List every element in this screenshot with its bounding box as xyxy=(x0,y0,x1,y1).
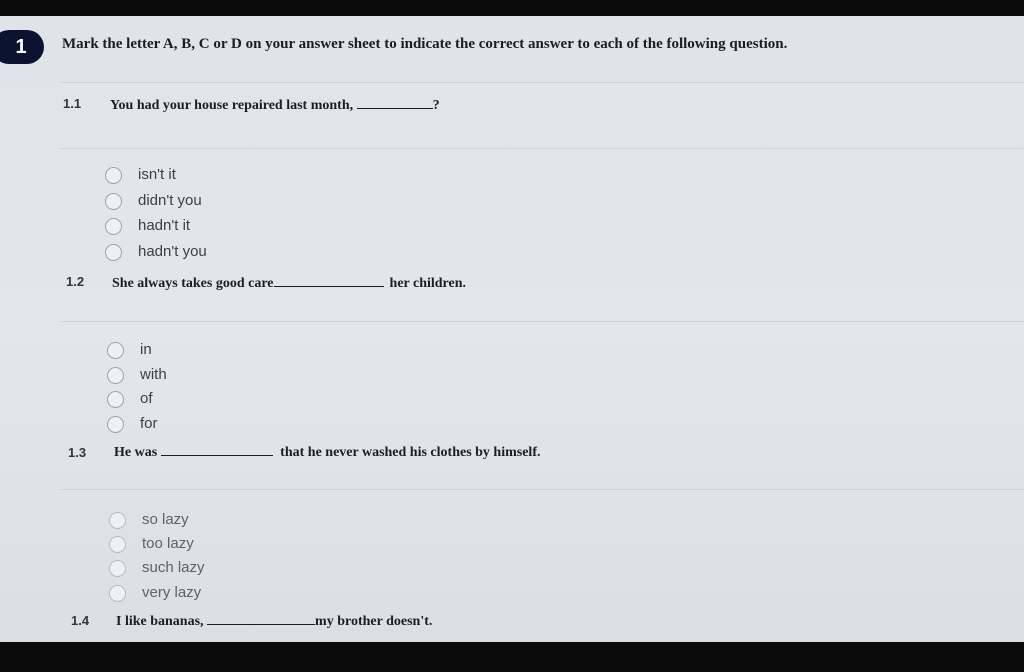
question-text xyxy=(116,614,432,630)
option-label: didn't you xyxy=(138,192,202,209)
option-label: for xyxy=(140,415,158,432)
option-label: of xyxy=(140,390,153,407)
answer-blank xyxy=(207,614,315,625)
radio-circle-icon[interactable] xyxy=(105,167,122,184)
question-text-after: ? xyxy=(432,98,440,113)
option-label: with xyxy=(140,366,167,383)
answer-blank xyxy=(161,445,273,456)
question-number: 1.1 xyxy=(63,96,82,111)
answer-blank xyxy=(274,276,384,287)
question-text-after: that he never washed his clothes by himself. xyxy=(280,445,541,460)
question-number: 1.4 xyxy=(71,613,90,628)
radio-circle-icon[interactable] xyxy=(107,367,124,384)
option-label: very lazy xyxy=(142,584,202,601)
question-text-before: You had your house repaired last month, xyxy=(110,98,354,113)
question-text-before: He was xyxy=(114,445,158,460)
question-number-badge: 1 xyxy=(0,30,44,64)
monitor-bezel xyxy=(0,642,1024,672)
option-label: in xyxy=(140,341,152,358)
question-number: 1.2 xyxy=(66,274,85,289)
option-label: so lazy xyxy=(142,511,189,528)
option-label: too lazy xyxy=(142,535,194,552)
radio-circle-icon[interactable] xyxy=(109,560,126,577)
question-text-before: She always takes good care xyxy=(112,276,274,291)
divider xyxy=(60,82,1024,83)
quiz-page xyxy=(0,16,1024,642)
divider xyxy=(60,489,1024,490)
radio-circle-icon[interactable] xyxy=(107,416,124,433)
option-label: hadn't it xyxy=(138,217,191,234)
question-text xyxy=(114,445,540,461)
option-label: isn't it xyxy=(138,166,176,183)
question-text-after: her children. xyxy=(389,276,467,291)
option-label: hadn't you xyxy=(138,243,207,260)
instruction-text: Mark the letter A, B, C or D on your answer sheet to indicate the correct answer to each of the following question. xyxy=(62,36,788,52)
question-text-before: I like bananas, xyxy=(116,614,204,629)
radio-circle-icon[interactable] xyxy=(109,536,126,553)
radio-circle-icon[interactable] xyxy=(109,585,126,602)
radio-circle-icon[interactable] xyxy=(109,512,126,529)
option-label: such lazy xyxy=(142,559,205,576)
radio-circle-icon[interactable] xyxy=(105,244,122,261)
divider xyxy=(60,148,1024,149)
question-text xyxy=(112,276,466,292)
radio-circle-icon[interactable] xyxy=(107,342,124,359)
question-number: 1.3 xyxy=(68,445,87,460)
radio-circle-icon[interactable] xyxy=(107,391,124,408)
answer-blank xyxy=(357,98,433,109)
question-text xyxy=(110,98,440,114)
question-text-after: my brother doesn't. xyxy=(315,614,433,629)
radio-circle-icon[interactable] xyxy=(105,193,122,210)
radio-circle-icon[interactable] xyxy=(105,218,122,235)
divider xyxy=(60,321,1024,322)
